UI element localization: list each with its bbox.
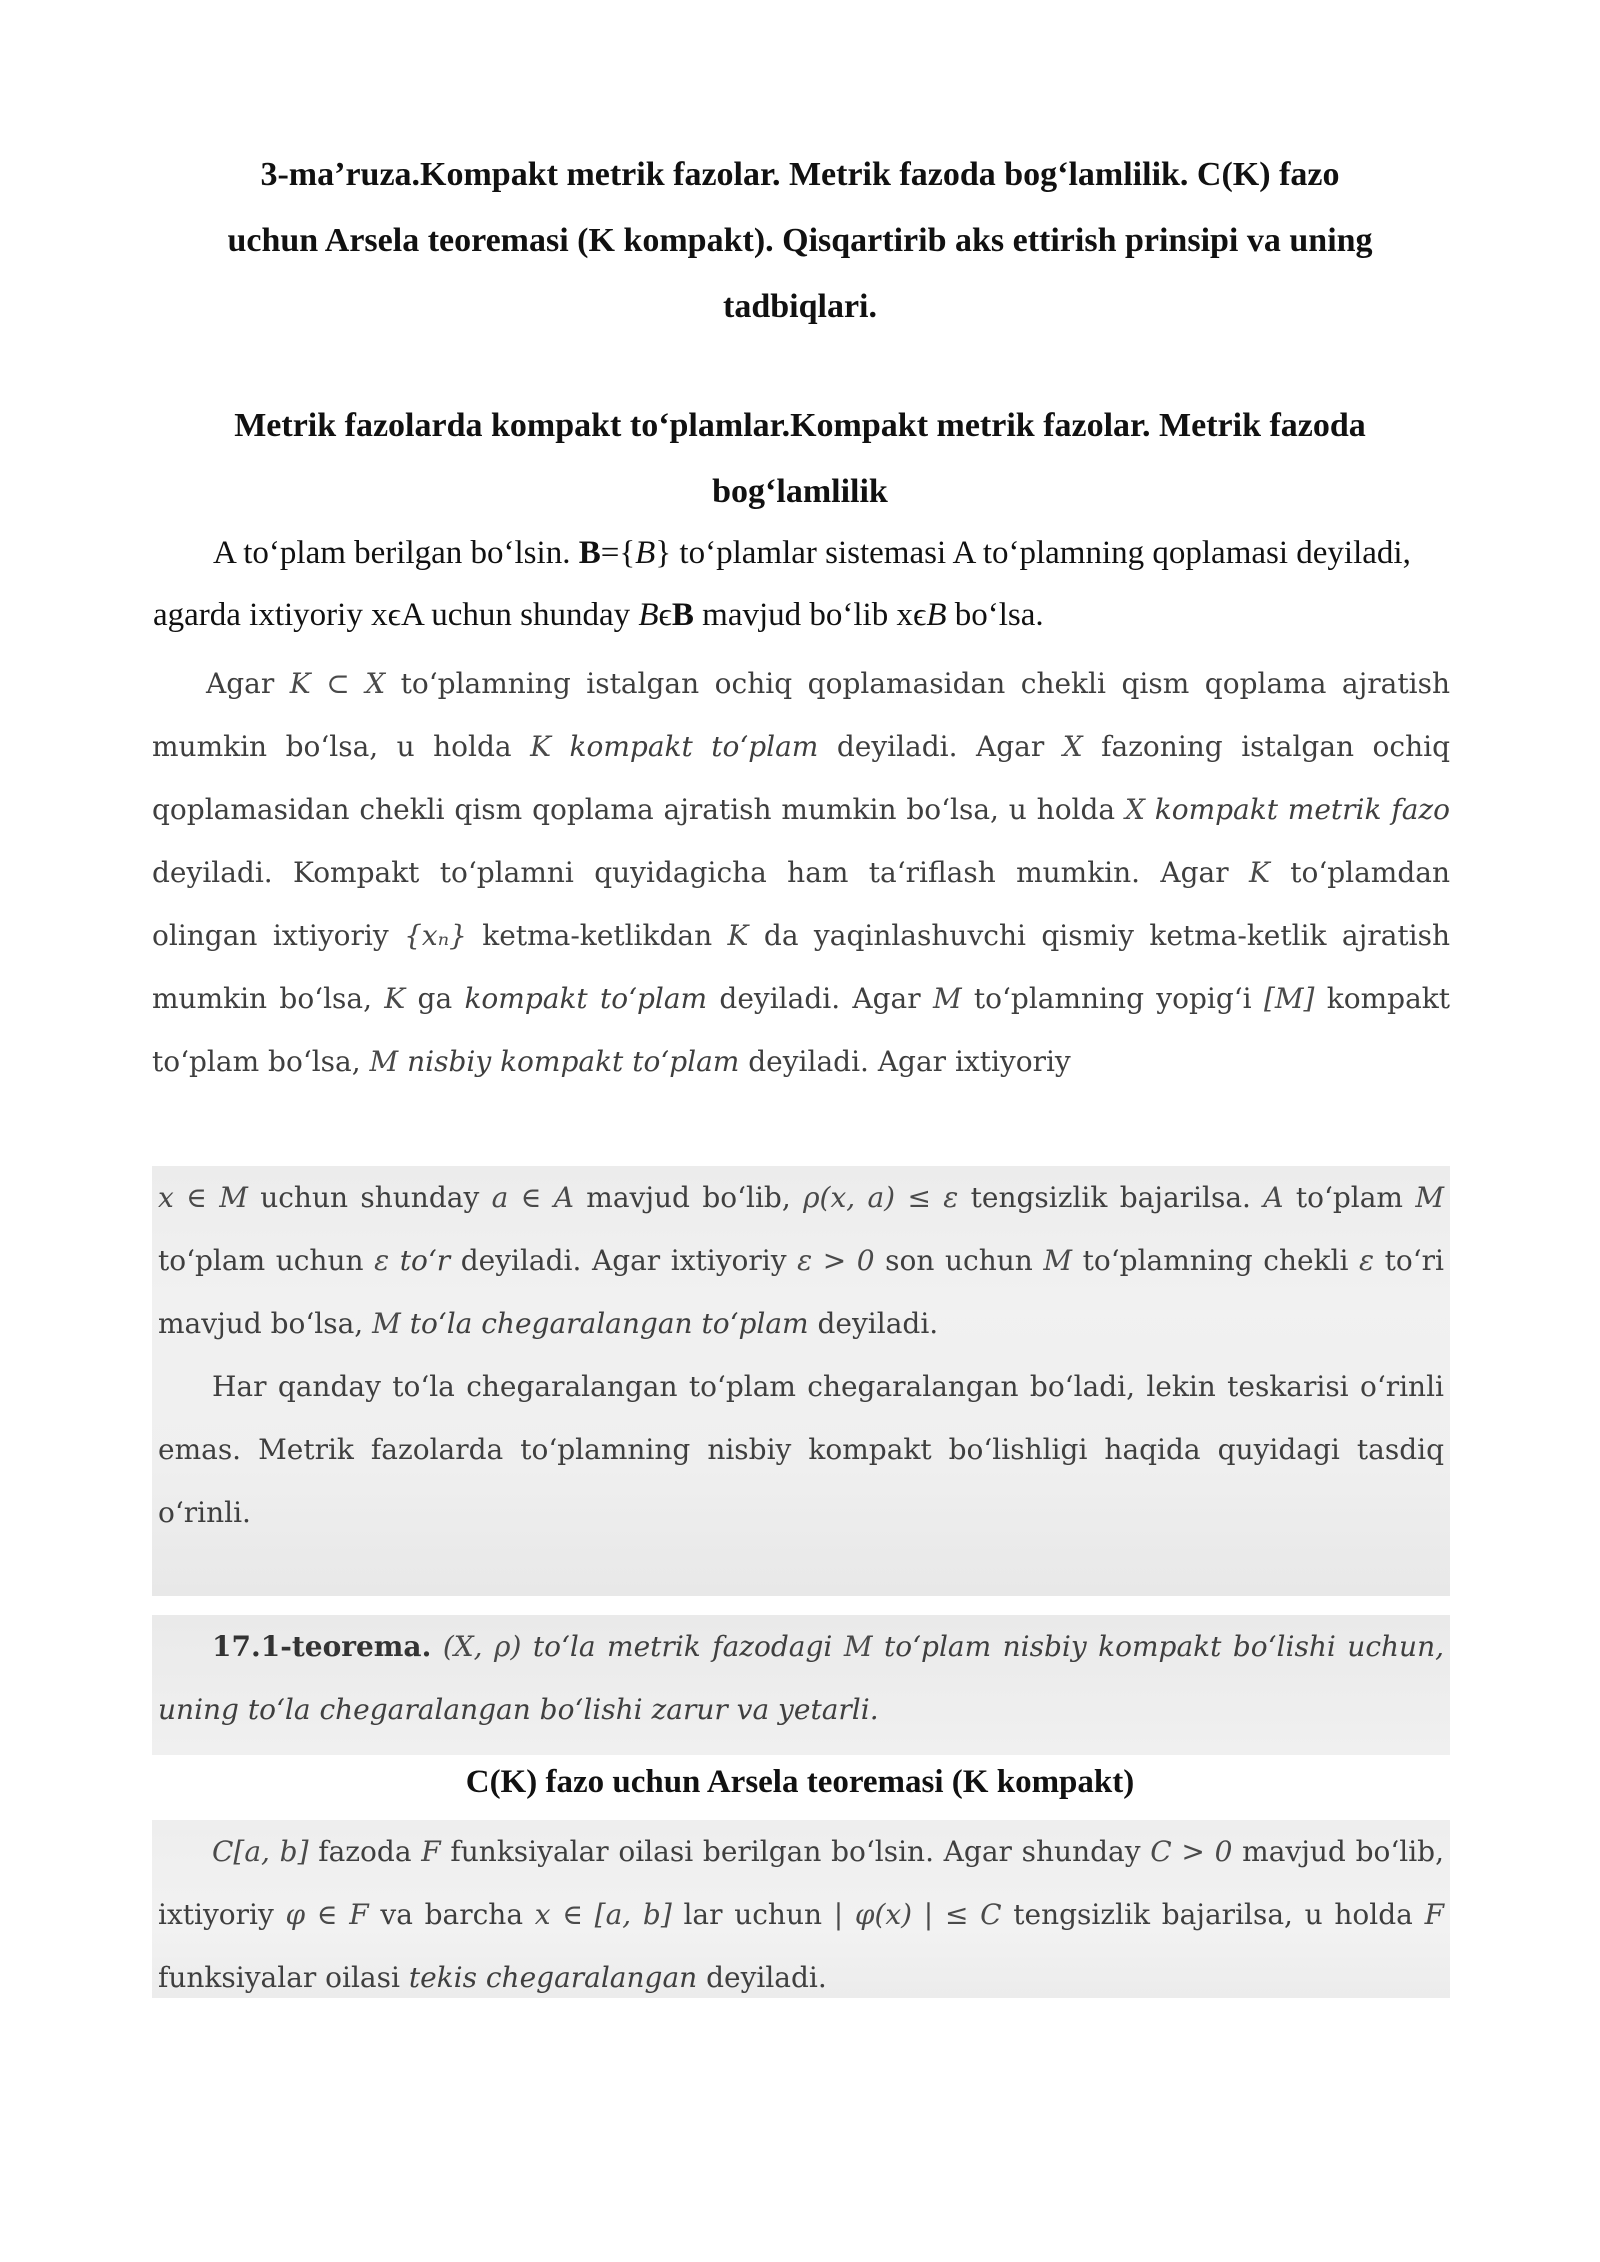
arsela-heading: C(K) fazo uchun Arsela teoremasi (K kompakt) bbox=[465, 1764, 1135, 1800]
scanned-net-definition: x ∈ M uchun shunday a ∈ A mavjud boʻlib, ρ(x, a) ≤ ε tengsizlik bajarilsa. A toʻplam M toʻplam uchun ε toʻr deyiladi. Agar ixtiyoriy ε > 0 son uchun M toʻplamning chekli ε toʻri mavjud boʻlsa, M toʻla chegaralangan toʻplam deyiladi. Har qanday toʻla chegaralangan toʻplam chegaralangan boʻladi, lekin teskarisi oʻrinli emas. Metrik fazolarda toʻplamning nisbiy kompakt boʻlishligi haqida quyidagi tasdiq oʻrinli. bbox=[152, 1166, 1450, 1596]
scanned-compact-definition: Agar K ⊂ X toʻplamning istalgan ochiq qoplamasidan chekli qism qoplama ajratish mumkin boʻlsa, u holda K kompakt toʻplam deyiladi. Agar X fazoning istalgan ochiq qoplamasidan chekli qism qoplama ajratish mumkin boʻlsa, u holda X kompakt metrik fazo deyiladi. Kompakt toʻplamni quyidagicha ham taʻriflash mumkin. Agar K toʻplamdan olingan ixtiyoriy {xₙ} ketma-ketlikdan K da yaqinlashuvchi qismiy ketma-ketlik ajratish mumkin boʻlsa, K ga kompakt toʻplam deyiladi. Agar M toʻplamning yopigʻi [M] kompakt toʻplam boʻlsa, M nisbiy kompakt toʻplam deyiladi. Agar ixtiyoriy bbox=[152, 652, 1450, 1172]
scanned-theorem-17-1: 17.1-teorema. (X, ρ) toʻla metrik fazodagi M toʻplam nisbiy kompakt boʻlishi uchun, uning toʻla chegaralangan boʻlishi zarur va yetarli. bbox=[152, 1615, 1450, 1755]
intro-paragraph: A to‘plam berilgan bo‘lsin. B={B} to‘plamlar sistemasi A to‘plamning qoplamasi deyiladi, agarda ixtiyoriy xϵA uchun shunday BϵB mavjud bo‘lib xϵB bo‘lsa. bbox=[153, 535, 1411, 633]
scanned-uniform-bounded-definition: C[a, b] fazoda F funksiyalar oilasi berilgan boʻlsin. Agar shunday C > 0 mavjud boʻlib, ixtiyoriy φ ∈ F va barcha x ∈ [a, b] lar uchun | φ(x) | ≤ C tengsizlik bajarilsa, u holda F funksiyalar oilasi tekis chegaralangan deyiladi. bbox=[152, 1820, 1450, 1998]
lecture-title-line-2: uchun Arsela teoremasi (K kompakt). Qisqartirib aks ettirish prinsipi va uning bbox=[227, 222, 1373, 259]
section-heading-line-1: Metrik fazolarda kompakt to‘plamlar.Kompakt metrik fazolar. Metrik fazoda bbox=[234, 407, 1366, 444]
lecture-title-line-3: tadbiqlari. bbox=[723, 288, 877, 325]
lecture-title bbox=[150, 142, 1450, 340]
section-heading bbox=[150, 393, 1450, 525]
section-heading-line-2: bog‘lamlilik bbox=[712, 473, 888, 510]
theorem-label: 17.1-teorema. bbox=[212, 1630, 432, 1663]
lecture-title-line-1: 3-ma’ruza.Kompakt metrik fazolar. Metrik fazoda bog‘lamlilik. C(K) fazo bbox=[260, 156, 1340, 193]
